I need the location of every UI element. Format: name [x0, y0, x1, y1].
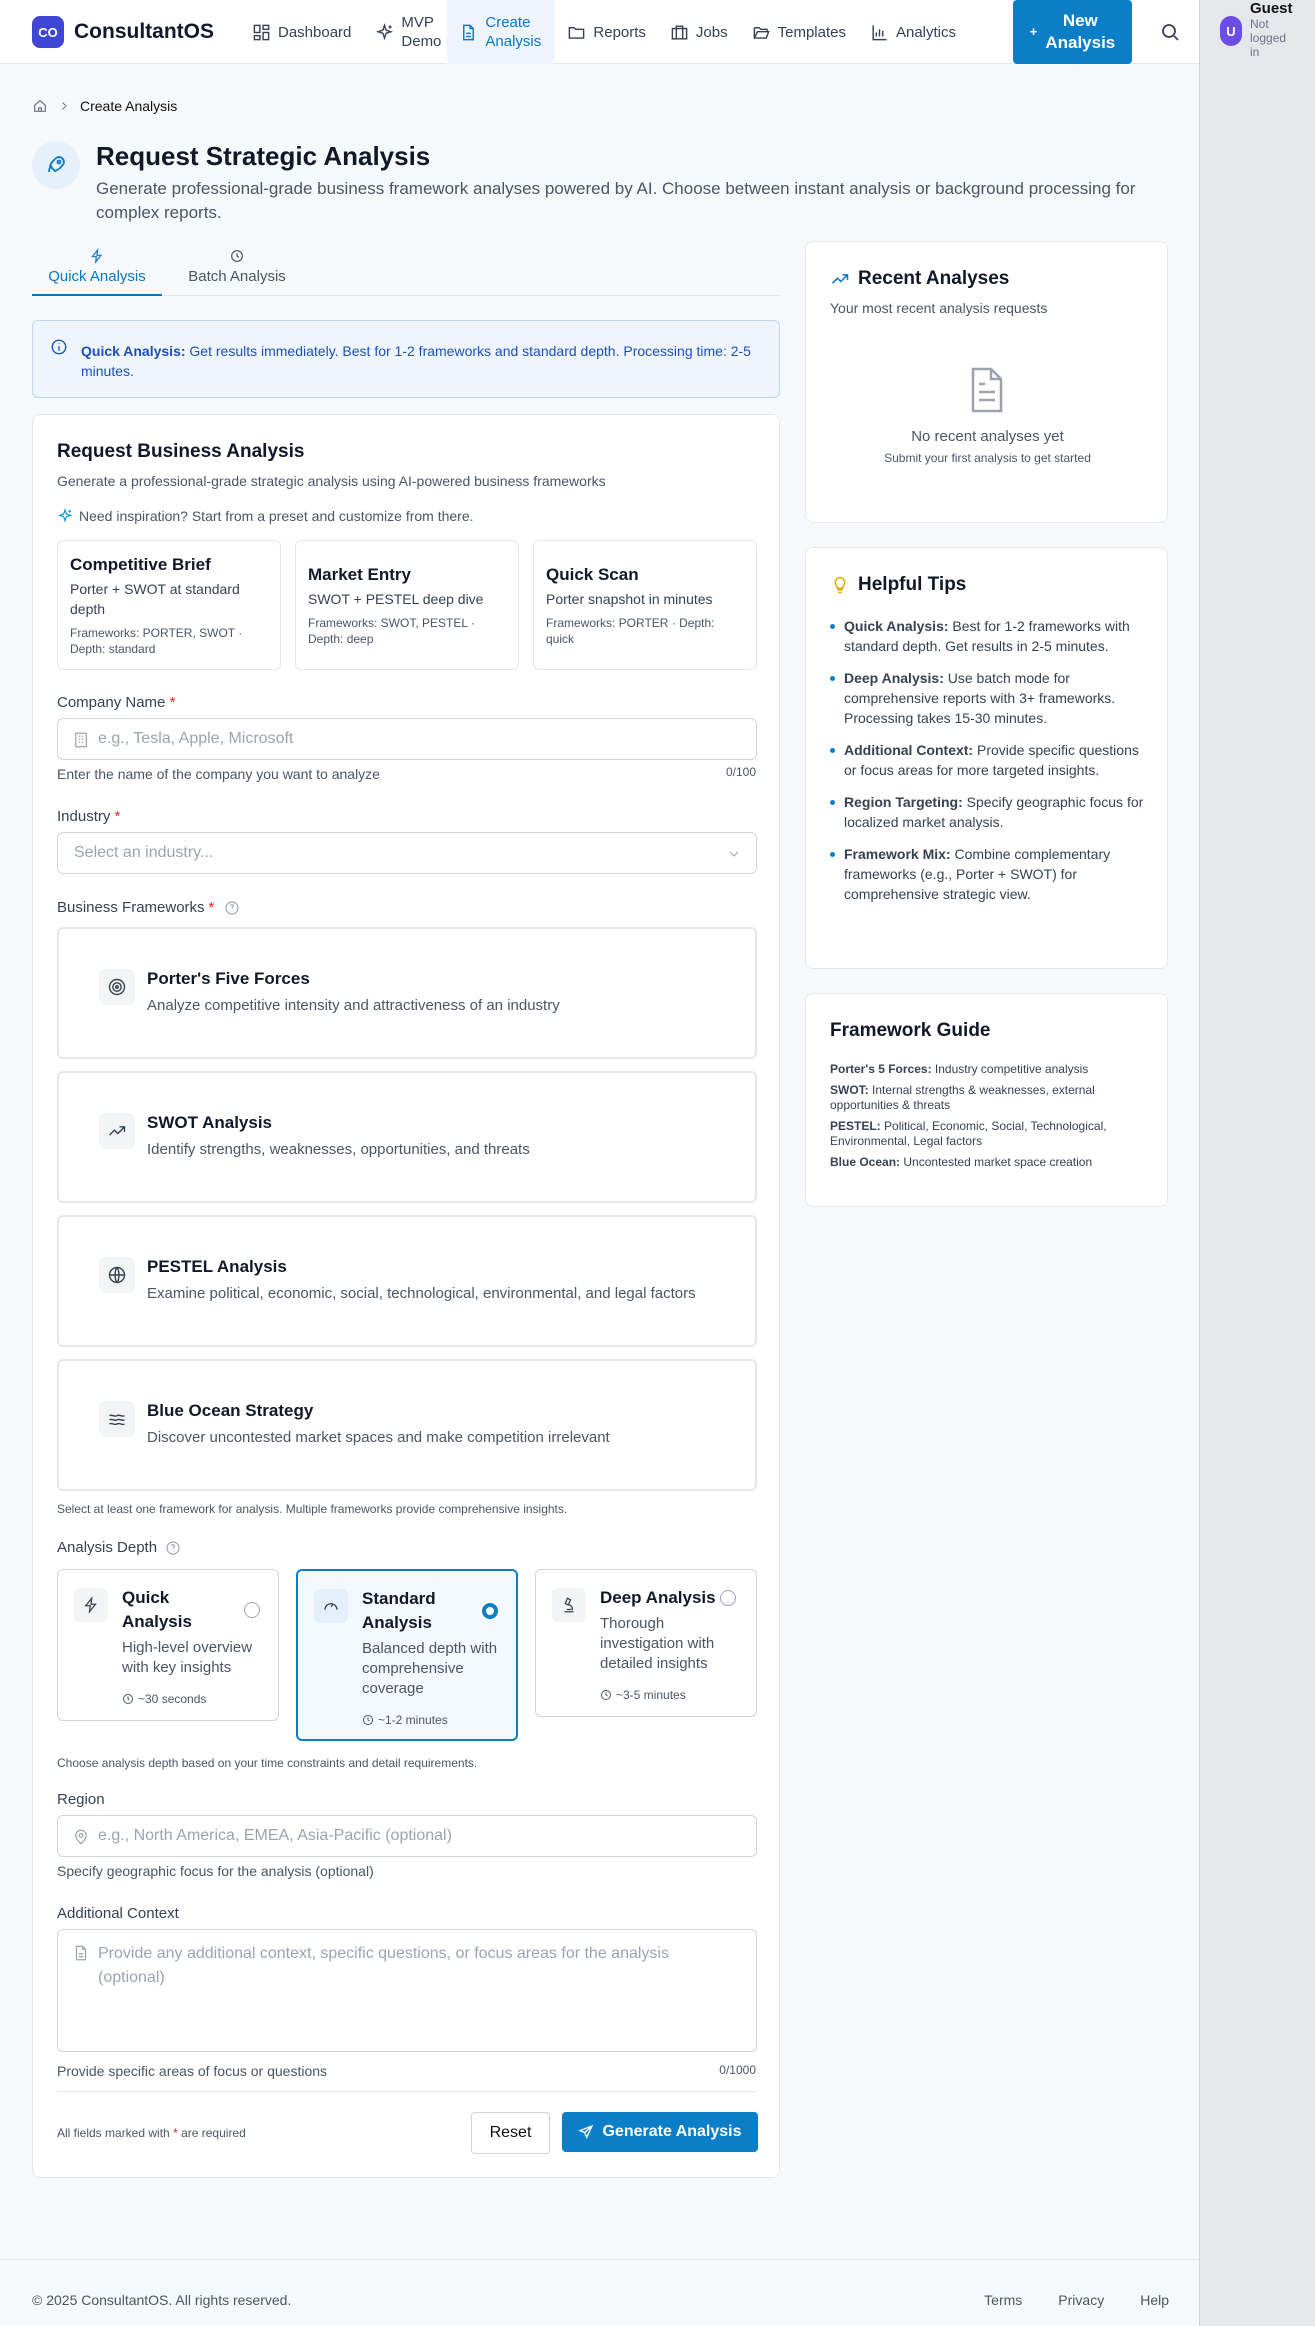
- framework-desc: Discover uncontested market spaces and make competition irrelevant: [147, 1429, 610, 1446]
- chevron-down-icon: [726, 846, 742, 862]
- tip-item: [830, 668, 1150, 728]
- send-icon: [578, 2124, 594, 2140]
- nav-item-mvp-demo[interactable]: [363, 0, 447, 64]
- tip-item: [830, 792, 1150, 832]
- context-help: Provide specific areas of focus or questions: [57, 2063, 328, 2079]
- industry-placeholder: Select an industry...: [74, 844, 214, 861]
- tab-quick-analysis[interactable]: [32, 242, 162, 296]
- required-mark: *: [208, 899, 215, 916]
- user-name: Guest: [1250, 0, 1293, 17]
- analysis-tabs: [32, 242, 780, 296]
- form-subtitle: Generate a professional-grade strategic analysis using AI-powered business frameworks: [57, 473, 606, 489]
- nav-item-reports[interactable]: [555, 0, 658, 64]
- info-icon: [50, 338, 68, 356]
- new-analysis-button[interactable]: [1013, 0, 1132, 64]
- recent-empty-sub: Submit your first analysis to get started: [884, 451, 1091, 465]
- recent-analyses-card: [805, 241, 1168, 523]
- region-input[interactable]: [57, 1815, 757, 1857]
- depth-title: Deep Analysis: [600, 1588, 716, 1607]
- tip-bold: Quick Analysis:: [844, 618, 949, 634]
- industry-select[interactable]: [57, 832, 757, 874]
- guide-list: [830, 1062, 1150, 1176]
- depth-option-deep[interactable]: [535, 1569, 757, 1717]
- depth-time-text: ~30 seconds: [138, 1692, 207, 1706]
- lightbulb-icon: [830, 575, 850, 595]
- recent-empty-title: No recent analyses yet: [911, 428, 1064, 445]
- generate-label: Generate Analysis: [602, 2123, 742, 2140]
- user-menu[interactable]: [1220, 0, 1293, 59]
- nav-item-label: Dashboard: [278, 23, 352, 41]
- guide-item: [830, 1083, 1150, 1113]
- guide-title: Framework Guide: [830, 1020, 991, 1041]
- depth-desc: Thorough investigation with detailed insights: [600, 1615, 715, 1672]
- footer-link-help[interactable]: Help: [1140, 2292, 1169, 2308]
- preset-desc: Porter + SWOT at standard depth: [70, 581, 240, 617]
- frameworks-label-text: Business Frameworks: [57, 899, 205, 916]
- sparkles-icon: [57, 508, 73, 524]
- tip-bold: Framework Mix:: [844, 846, 951, 862]
- tip-bold: Deep Analysis:: [844, 670, 944, 686]
- depth-label-text: Analysis Depth: [57, 1539, 158, 1556]
- guide-bold: SWOT:: [830, 1083, 869, 1097]
- depth-time-text: ~1-2 minutes: [378, 1713, 448, 1727]
- user-panel: [1199, 0, 1315, 2326]
- required-mark: *: [169, 694, 176, 711]
- user-status: Not logged in: [1250, 17, 1287, 59]
- depth-time: [122, 1692, 206, 1706]
- preset-meta: Frameworks: SWOT, PESTEL · Depth: deep: [308, 616, 475, 646]
- target-icon: [99, 969, 135, 1005]
- guide-text: Uncontested market space creation: [903, 1155, 1093, 1169]
- guide-bold: PESTEL:: [830, 1119, 881, 1133]
- help-circle-icon[interactable]: [165, 1540, 181, 1556]
- depth-radio[interactable]: [720, 1590, 736, 1606]
- tip-text: Provide specific questions or focus areas for more targeted insights.: [844, 742, 1139, 778]
- depth-radio-selected[interactable]: [482, 1603, 498, 1619]
- trending-up-icon: [830, 269, 850, 289]
- company-char-count: 0/100: [725, 765, 756, 779]
- main-nav: [240, 0, 968, 64]
- copyright: © 2025 ConsultantOS. All rights reserved.: [32, 2292, 292, 2308]
- tips-list: [830, 616, 1150, 916]
- globe-icon: [99, 1257, 135, 1293]
- generate-analysis-button[interactable]: [562, 2112, 758, 2152]
- tab-label: Batch Analysis: [188, 268, 286, 285]
- tip-text: Best for 1-2 frameworks with standard depth. Get results in 2-5 minutes.: [844, 618, 1130, 654]
- clock-icon: [362, 1714, 374, 1726]
- page-title: Request Strategic Analysis: [96, 141, 431, 171]
- document-icon: [459, 23, 478, 42]
- tip-item: [830, 616, 1150, 656]
- tip-text: Specify geographic focus for localized market analysis.: [844, 794, 1144, 830]
- depth-time-text: ~3-5 minutes: [616, 1688, 686, 1702]
- framework-desc: Identify strengths, weaknesses, opportunities, and threats: [147, 1141, 530, 1158]
- preset-meta: Frameworks: PORTER, SWOT · Depth: standard: [70, 626, 243, 656]
- nav-item-label: Create Analysis: [485, 14, 542, 50]
- tip-text: Use batch mode for comprehensive reports with 3+ frameworks. Processing takes 15-30 minutes.: [844, 670, 1116, 726]
- preset-title: Quick Scan: [546, 565, 639, 584]
- sparkles-icon: [375, 23, 394, 42]
- footer-link-terms[interactable]: Terms: [984, 2292, 1023, 2308]
- bolt-icon: [74, 1588, 108, 1622]
- help-circle-icon[interactable]: [224, 900, 240, 916]
- trending-up-icon: [99, 1113, 135, 1149]
- gauge-icon: [314, 1589, 348, 1623]
- depth-help: Choose analysis depth based on your time constraints and detail requirements.: [57, 1756, 478, 1770]
- plus-icon: +: [1029, 24, 1038, 39]
- nav-item-jobs[interactable]: [658, 0, 740, 64]
- tip-item: [830, 844, 1150, 904]
- industry-label: [57, 808, 120, 825]
- helpful-tips-card: [805, 547, 1168, 969]
- guide-item: [830, 1155, 1150, 1170]
- tips-title-text: Helpful Tips: [858, 574, 967, 595]
- home-icon[interactable]: [32, 98, 48, 114]
- nav-item-label: Templates: [777, 23, 846, 41]
- tips-title: [830, 574, 966, 596]
- reset-button[interactable]: Reset: [471, 2112, 550, 2154]
- building-icon: [72, 731, 90, 749]
- framework-pestel[interactable]: [57, 1215, 757, 1347]
- industry-label-text: Industry: [57, 808, 111, 825]
- preset-title: Competitive Brief: [70, 555, 211, 574]
- chevron-right-icon: [58, 100, 70, 112]
- guide-text: Industry competitive analysis: [934, 1062, 1089, 1076]
- nav-item-label: Reports: [593, 23, 646, 41]
- info-bold: Quick Analysis:: [81, 343, 186, 359]
- nav-item-dashboard[interactable]: [240, 0, 363, 64]
- tab-label: Quick Analysis: [48, 268, 146, 285]
- frameworks-label: [57, 899, 240, 916]
- bar-chart-icon: [870, 23, 889, 42]
- tip-bold: Additional Context:: [844, 742, 974, 758]
- framework-title: Blue Ocean Strategy: [147, 1401, 314, 1420]
- form-title: Request Business Analysis: [57, 441, 305, 462]
- depth-option-quick[interactable]: [57, 1569, 279, 1721]
- frameworks-help: Select at least one framework for analysis. Multiple frameworks provide comprehensive insights.: [57, 1502, 568, 1516]
- tab-batch-analysis[interactable]: [172, 242, 302, 296]
- company-placeholder: e.g., Tesla, Apple, Microsoft: [98, 730, 294, 747]
- nav-item-label: MVP Demo: [401, 14, 442, 50]
- context-label: Additional Context: [57, 1905, 179, 1922]
- framework-swot[interactable]: [57, 1071, 757, 1203]
- preset-quick-scan[interactable]: [533, 540, 757, 670]
- clock-icon: [229, 248, 245, 264]
- top-header: [0, 0, 1199, 64]
- guide-bold: Porter's 5 Forces:: [830, 1062, 932, 1076]
- depth-label: [57, 1539, 181, 1556]
- region-label: Region: [57, 1791, 105, 1808]
- rocket-badge: [32, 141, 80, 189]
- new-analysis-label: New Analysis: [1045, 11, 1116, 52]
- app-name: ConsultantOS: [74, 20, 214, 43]
- folder-open-icon: [752, 23, 771, 42]
- required-note: [57, 2126, 246, 2140]
- briefcase-icon: [670, 23, 689, 42]
- depth-time: [362, 1713, 448, 1727]
- depth-title: Quick Analysis: [122, 1588, 192, 1631]
- divider: [57, 2091, 757, 2092]
- guide-bold: Blue Ocean:: [830, 1155, 901, 1169]
- logo-mark: CO: [32, 16, 64, 48]
- document-icon: [72, 1944, 90, 1962]
- required-mark: *: [173, 2126, 178, 2140]
- required-mark: *: [114, 808, 121, 825]
- preset-desc: SWOT + PESTEL deep dive: [308, 591, 484, 607]
- file-icon: [967, 366, 1007, 414]
- tip-text: Combine complementary frameworks (e.g., Porter + SWOT) for comprehensive strategic view.: [844, 846, 1111, 902]
- context-char-count: 0/1000: [719, 2063, 756, 2077]
- depth-option-standard[interactable]: [296, 1569, 518, 1741]
- guide-item: [830, 1119, 1150, 1149]
- logo[interactable]: [32, 16, 214, 48]
- inspiration-text: Need inspiration? Start from a preset and customize from there.: [79, 508, 474, 524]
- waves-icon: [99, 1401, 135, 1437]
- info-text: Get results immediately. Best for 1-2 frameworks and standard depth. Processing time: 2-5 minutes.: [81, 343, 751, 379]
- recent-title-text: Recent Analyses: [858, 268, 1010, 289]
- rocket-icon: [44, 153, 68, 177]
- search-icon[interactable]: [1158, 20, 1182, 44]
- preset-meta: Frameworks: PORTER · Depth: quick: [546, 616, 715, 646]
- nav-item-create-analysis[interactable]: [447, 0, 555, 64]
- tip-bold: Region Targeting:: [844, 794, 963, 810]
- breadcrumb: [32, 98, 177, 114]
- map-pin-icon: [72, 1828, 90, 1846]
- depth-radio[interactable]: [244, 1602, 260, 1618]
- framework-desc: Examine political, economic, social, technological, environmental, and legal factors: [147, 1285, 696, 1302]
- info-banner: [32, 320, 780, 398]
- depth-time: [600, 1688, 686, 1702]
- guide-item: [830, 1062, 1150, 1077]
- inspiration-line: [57, 508, 474, 524]
- depth-title: Standard Analysis: [362, 1589, 436, 1632]
- framework-guide-card: [805, 993, 1168, 1207]
- framework-porter[interactable]: [57, 927, 757, 1059]
- region-help: Specify geographic focus for the analysis (optional): [57, 1863, 374, 1879]
- company-input[interactable]: [57, 718, 757, 760]
- nav-item-label: Jobs: [695, 23, 728, 41]
- guide-text: Internal strengths & weaknesses, external opportunities & threats: [830, 1083, 1095, 1112]
- footer-links: [984, 2292, 1169, 2308]
- footer-link-privacy[interactable]: Privacy: [1058, 2292, 1105, 2308]
- clock-icon: [122, 1693, 134, 1705]
- page-footer: [0, 2259, 1199, 2326]
- clock-icon: [600, 1689, 612, 1701]
- bolt-icon: [89, 248, 105, 264]
- recent-title: [830, 268, 1009, 290]
- microscope-icon: [552, 1588, 586, 1622]
- preset-title: Market Entry: [308, 565, 411, 584]
- tip-item: [830, 740, 1150, 780]
- required-note-b: are required: [181, 2126, 246, 2140]
- framework-desc: Analyze competitive intensity and attractiveness of an industry: [147, 997, 560, 1014]
- nav-item-templates[interactable]: [740, 0, 858, 64]
- preset-desc: Porter snapshot in minutes: [546, 591, 713, 607]
- preset-competitive-brief[interactable]: [57, 540, 281, 670]
- required-note-a: All fields marked with: [57, 2126, 170, 2140]
- framework-title: Porter's Five Forces: [147, 969, 310, 988]
- folder-icon: [567, 23, 586, 42]
- company-label: [57, 694, 175, 711]
- analysis-form-card: [32, 414, 780, 2178]
- context-placeholder: Provide any additional context, specific questions, or focus areas for the analysis (optional): [98, 1945, 669, 1986]
- region-placeholder: e.g., North America, EMEA, Asia-Pacific (optional): [98, 1827, 452, 1844]
- breadcrumb-current: Create Analysis: [80, 98, 178, 114]
- preset-market-entry[interactable]: [295, 540, 519, 670]
- guide-text: Political, Economic, Social, Technological, Environmental, Legal factors: [830, 1119, 1107, 1148]
- avatar: U: [1220, 16, 1242, 46]
- depth-desc: Balanced depth with comprehensive coverage: [362, 1640, 498, 1697]
- framework-title: SWOT Analysis: [147, 1113, 273, 1132]
- company-label-text: Company Name: [57, 694, 166, 711]
- framework-blue-ocean[interactable]: [57, 1359, 757, 1491]
- framework-title: PESTEL Analysis: [147, 1257, 287, 1276]
- nav-item-label: Analytics: [895, 23, 957, 41]
- nav-item-analytics[interactable]: [858, 0, 968, 64]
- context-textarea[interactable]: [57, 1929, 757, 2052]
- depth-desc: High-level overview with key insights: [122, 1639, 253, 1676]
- dashboard-icon: [252, 23, 271, 42]
- recent-subtitle: Your most recent analysis requests: [830, 300, 1048, 316]
- page-subtitle: Generate professional-grade business framework analyses powered by AI. Choose between instant analysis or background processing for complex reports.: [96, 179, 1136, 222]
- company-help: Enter the name of the company you want to analyze: [57, 766, 380, 782]
